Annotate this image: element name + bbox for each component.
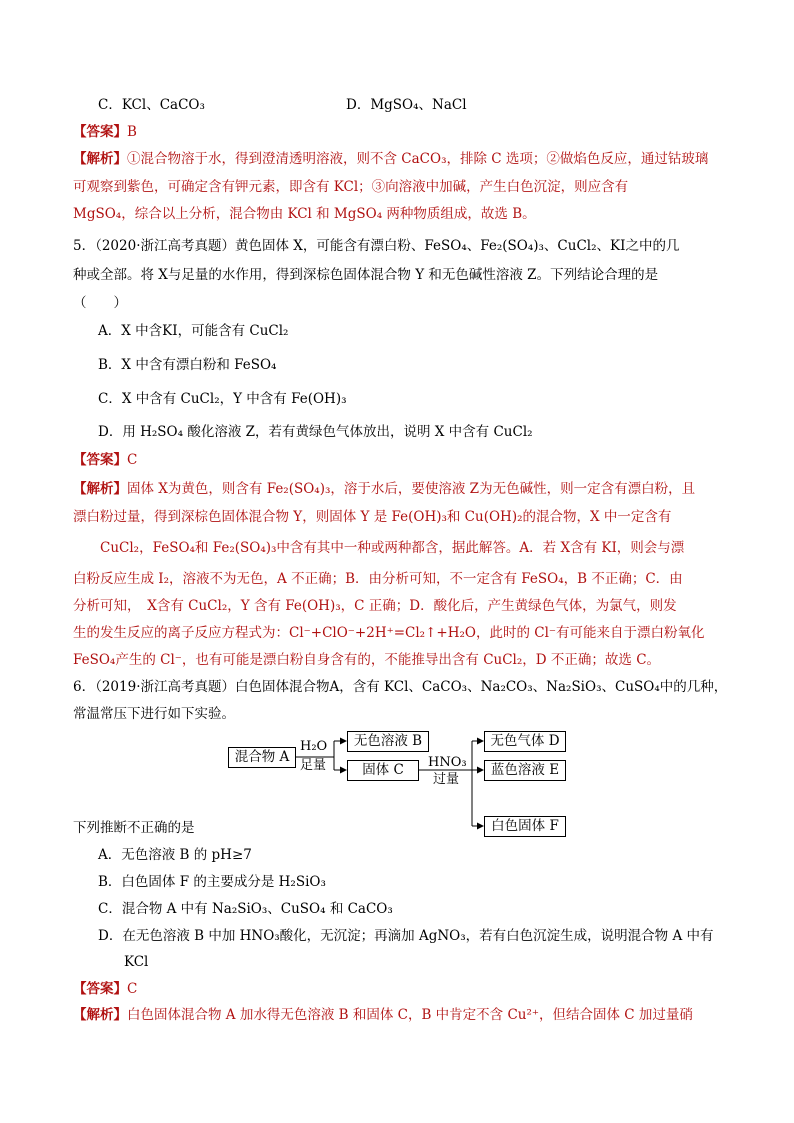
solution-b-box: 无色溶液 B bbox=[347, 731, 429, 752]
solid-f-box: 白色固体 F bbox=[484, 816, 566, 837]
q6-option-b: B．白色固体 F 的主要成分是 H₂SiO₃ bbox=[98, 874, 326, 890]
solution-e-box: 蓝色溶液 E bbox=[484, 760, 566, 781]
gas-d-box: 无色气体 D bbox=[484, 731, 566, 752]
q5-stem-line: 种或全部。将 X与足量的水作用，得到深棕色固体混合物 Y 和无色碱性溶液 Z。下列结论合理的是 bbox=[73, 267, 659, 283]
q6-option-a: A．无色溶液 B 的 pH≥7 bbox=[98, 847, 252, 863]
reagent-amount-label: 足量 bbox=[300, 758, 327, 773]
q4-answer bbox=[73, 123, 137, 141]
experiment-flow-diagram bbox=[228, 728, 568, 840]
answer-label: 【答案】 bbox=[73, 981, 127, 997]
analysis-label: 【解析】 bbox=[73, 1007, 127, 1023]
q5-analysis-line: 白粉反应生成 I₂，溶液不为无色，A 不正确；B．由分析可知，不一定含有 FeSO₄，B 不正确；C．由 bbox=[73, 571, 683, 587]
q5-option-b: B．X 中含有漂白粉和 FeSO₄ bbox=[98, 357, 277, 373]
q5-analysis-line: FeSO₄产生的 Cl⁻，也有可能是漂白粉自身含有的，不能推导出含有 CuCl₂，D 不正确；故选 C。 bbox=[73, 652, 661, 668]
mixture-a-box: 混合物 A bbox=[228, 747, 296, 768]
answer-value: C bbox=[127, 452, 138, 468]
q6-question: 下列推断不正确的是 bbox=[73, 820, 195, 836]
q6-stem-line: 6．（2019·浙江高考真题）白色固体混合物A，含有 KCl、CaCO₃、Na₂CO₃、Na₂SiO₃、CuSO₄中的几种， bbox=[73, 679, 728, 695]
q6-option-d-continued: KCl bbox=[124, 954, 149, 970]
q5-stem-line: （ ） bbox=[73, 295, 127, 311]
q4-analysis-line: 可观察到紫色，可确定含有钾元素，即含有 KCl；③向溶液中加碱，产生白色沉淀，则应含有 bbox=[73, 179, 629, 195]
answer-label: 【答案】 bbox=[73, 452, 127, 468]
q5-option-d: D．用 H₂SO₄ 酸化溶液 Z，若有黄绿色气体放出，说明 X 中含有 CuCl₂ bbox=[98, 424, 533, 440]
q6-stem-line: 常温常压下进行如下实验。 bbox=[73, 706, 235, 722]
analysis-label: 【解析】 bbox=[73, 151, 127, 167]
acid-amount-label: 过量 bbox=[433, 772, 460, 787]
q5-analysis-line: 分析可知， X含有 CuCl₂，Y 含有 Fe(OH)₃，C 正确；D．酸化后，产生黄绿色气体，为氯气，则发 bbox=[73, 598, 677, 614]
q4-option-c: C．KCl、CaCO₃ bbox=[98, 97, 205, 113]
analysis-label: 【解析】 bbox=[73, 481, 127, 497]
q5-analysis-line: 生的发生反应的离子反应方程式为：Cl⁻+ClO⁻+2H⁺=Cl₂↑+H₂O，此时的 Cl⁻有可能来自于漂白粉氧化 bbox=[73, 625, 705, 641]
q4-analysis-line: 【解析】①混合物溶于水，得到澄清透明溶液，则不含 CaCO₃，排除 C 选项；②做焰色反应，通过钴玻璃 bbox=[73, 151, 709, 167]
q6-analysis-line: 【解析】白色固体混合物 A 加水得无色溶液 B 和固体 C，B 中肯定不含 Cu²⁺，但结合固体 C 加过量硝 bbox=[73, 1007, 693, 1023]
reagent-water-label: H₂O bbox=[300, 739, 328, 754]
q5-option-c: C．X 中含有 CuCl₂，Y 中含有 Fe(OH)₃ bbox=[98, 391, 347, 407]
q5-analysis-line: 漂白粉过量，得到深棕色固体混合物 Y，则固体 Y 是 Fe(OH)₃和 Cu(OH)₂的混合物，X 中一定含有 bbox=[73, 509, 672, 525]
answer-value: C bbox=[127, 981, 138, 997]
q5-option-a: A．X 中含KI，可能含有 CuCl₂ bbox=[98, 323, 289, 339]
answer-label: 【答案】 bbox=[73, 124, 127, 140]
q6-option-c: C．混合物 A 中有 Na₂SiO₃、CuSO₄ 和 CaCO₃ bbox=[98, 901, 393, 917]
q5-analysis-line: CuCl₂，FeSO₄和 Fe₂(SO₄)₃中含有其中一种或两种都含，据此解答。A．若 X含有 KI，则会与漂 bbox=[100, 540, 685, 556]
q4-option-d: D．MgSO₄、NaCl bbox=[346, 97, 467, 113]
q6-answer bbox=[73, 980, 137, 998]
q4-analysis-line: MgSO₄，综合以上分析，混合物由 KCl 和 MgSO₄ 两种物质组成，故选 B。 bbox=[73, 206, 536, 222]
q6-option-d: D．在无色溶液 B 中加 HNO₃酸化，无沉淀；再滴加 AgNO₃，若有白色沉淀生成，说明混合物 A 中有 bbox=[98, 928, 714, 944]
q5-stem-line: 5．（2020·浙江高考真题）黄色固体 X，可能含有漂白粉、FeSO₄、Fe₂(SO₄)₃、CuCl₂、KI之中的几 bbox=[73, 238, 680, 254]
answer-value: B bbox=[127, 124, 137, 140]
q5-answer bbox=[73, 451, 137, 469]
acid-label: HNO₃ bbox=[428, 755, 467, 770]
solid-c-box: 固体 C bbox=[347, 760, 419, 781]
q5-analysis-line: 【解析】固体 X为黄色，则含有 Fe₂(SO₄)₃，溶于水后，要使溶液 Z为无色碱性，则一定含有漂白粉，且 bbox=[73, 481, 696, 497]
